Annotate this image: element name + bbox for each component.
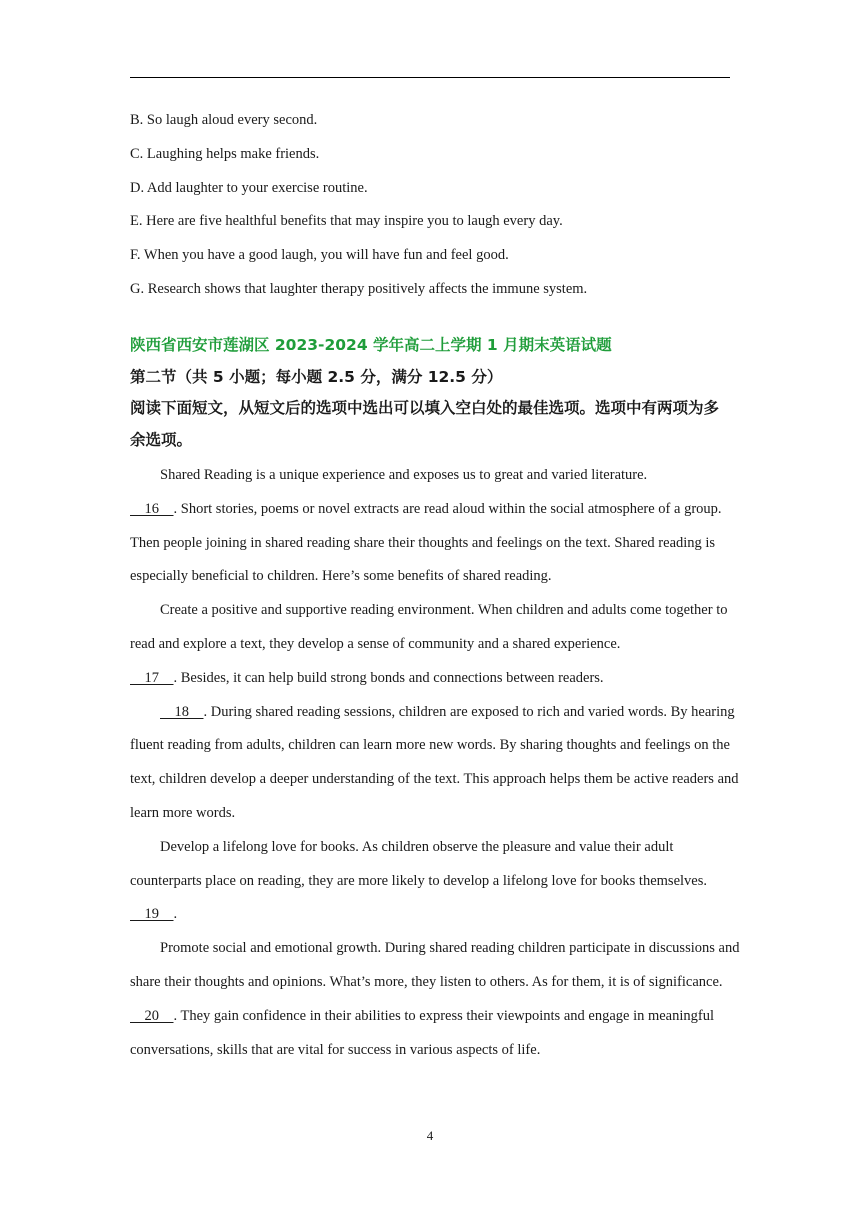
paragraph-text: Create a positive and supportive reading environment. When children and adults come together to read and explore a text, they develop a sense of community and a shared experience. — [130, 602, 728, 652]
paragraph-text: Shared Reading is a unique experience and exposes us to great and varied literature. — [160, 466, 648, 483]
paragraph-text: Develop a lifelong love for books. As children observe the pleasure and value their adult counterparts place on reading, they are more likely to develop a lifelong love for books themselves. — [130, 838, 707, 889]
passage-paragraph-3 — [130, 696, 742, 831]
section-heading: 第二节（共 5 小题；每小题 2.5 分，满分 12.5 分） — [130, 367, 503, 386]
blank-19: 19 — [130, 906, 174, 923]
option-b: B. So laugh aloud every second. — [130, 112, 318, 128]
blank-20: 20 — [130, 1007, 174, 1024]
blank-17: 17 — [130, 669, 174, 686]
paragraph-text: . Besides, it can help build strong bonds and connections between readers. — [173, 669, 604, 686]
option-d: D. Add laughter to your exercise routine. — [130, 179, 368, 196]
passage-paragraph-4 — [130, 831, 742, 932]
option-g: G. Research shows that laughter therapy positively affects the immune system. — [130, 280, 588, 297]
paragraph-text: . Short stories, poems or novel extracts are read aloud within the social atmosphere of a group. Then people joining in shared reading share their thoughts and feelings on the text. Shared reading is especially beneficial to children. Here’s some benefits of shared reading. — [130, 500, 722, 585]
paragraph-text: Promote social and emotional growth. During shared reading children participate in discussions and share their thoughts and opinions. What’s more, they listen to others. As for them, it is of significance. — [130, 940, 740, 990]
passage-paragraph-1 — [130, 459, 742, 594]
page-content — [130, 110, 740, 1067]
instructions: 阅读下面短文，从短文后的选项中选出可以填入空白处的最佳选项。选项中有两项为多余选项。 — [130, 398, 720, 449]
reading-passage — [130, 459, 742, 1067]
page-number: 4 — [426, 1128, 434, 1143]
option-f: F. When you have a good laugh, you will have fun and feel good. — [130, 247, 509, 264]
paragraph-text: . During shared reading sessions, children are exposed to rich and varied words. By hearing fluent reading from adults, children can learn more new words. By sharing thoughts and feelings on the text, children develop a deeper understanding of the text. This approach helps them be active readers and learn more words. — [130, 703, 739, 821]
passage-paragraph-2 — [130, 594, 742, 695]
source-title: 陕西省西安市莲湖区 2023-2024 学年高二上学期 1 月期末英语试题 — [130, 335, 612, 354]
option-c: C. Laughing helps make friends. — [130, 145, 320, 162]
blank-16: 16 — [130, 500, 174, 517]
paragraph-text: . — [173, 906, 178, 923]
option-e: E. Here are five healthful benefits that may inspire you to laugh every day. — [130, 213, 563, 230]
paragraph-text: . They gain confidence in their abilities to express their viewpoints and engage in meaningful conversations, skills that are vital for success in various aspects of life. — [130, 1007, 715, 1058]
passage-paragraph-5 — [130, 932, 742, 1067]
blank-18: 18 — [160, 703, 204, 720]
header-rule — [130, 77, 730, 78]
